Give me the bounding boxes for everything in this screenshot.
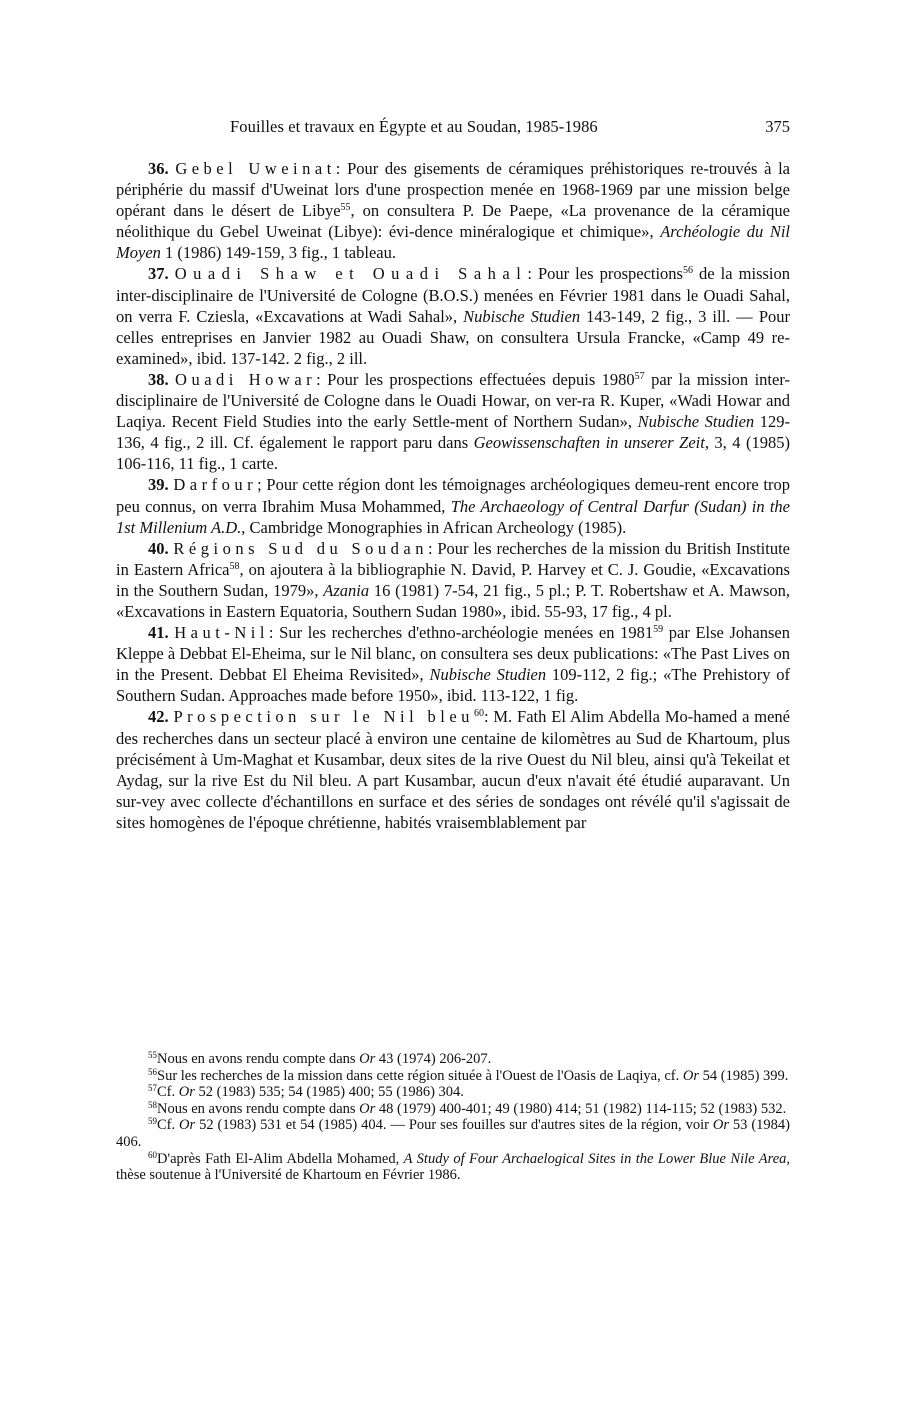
section-heading: Prospection sur le Nil bleu — [173, 707, 474, 727]
footnote: $^{60}$D'après Fath El-Alim Abdella Mohamed, A Study of Four Archaelogical Sites in the Lower Blue Nile Area, thèse soutenue à l'Université de Khartoum en Février 1986. — [116, 1149, 791, 1184]
footnote-number: 57 — [148, 1083, 157, 1094]
footnote-number: 56 — [148, 1066, 157, 1077]
section-number: 39. — [148, 475, 169, 495]
journal-title: Geowissenschaften in unserer Zeit — [473, 433, 705, 453]
section-number: 42. — [148, 707, 169, 727]
section-heading: Régions Sud du Soudan — [173, 538, 429, 558]
section-heading: Darfour — [173, 475, 258, 495]
footnote-ref: 60 — [473, 708, 484, 720]
footnote: $^{59}$Cf. Or 52 (1983) 531 et 54 (1985) 404. — Pour ses fouilles sur d'autres sites de la région, voir Or 53 (1984) 406. — [116, 1116, 790, 1150]
footnote-ref: 56 — [682, 265, 693, 277]
journal-title: Nubische Studien — [429, 665, 547, 685]
section-number: 40. — [148, 538, 169, 558]
section-heading: Ouadi Howar — [175, 369, 317, 389]
section-number: 41. — [148, 623, 169, 643]
section-heading: Haut-Nil — [174, 623, 269, 643]
footnote-ref: 58 — [229, 560, 240, 572]
footnote: $^{56}$Sur les recherches de la mission dans cette région située à l'Ouest de l'Oasis de Laqiya, cf. Or 54 (1985) 399. — [148, 1066, 789, 1084]
footnote-ref: 55 — [340, 202, 351, 214]
book-title: The Archaeology of Central Darfur (Sudan) in the 1st Millenium A.D. — [116, 496, 790, 537]
running-header — [230, 117, 790, 141]
running-title: Fouilles et travaux en Égypte et au Soudan, 1985-1986 — [230, 117, 598, 136]
section-39: 39. Darfour; Pour cette région dont les témoignages archéologiques demeu-rent encore trop peu connus, on verra Ibrahim Musa Mohammed, The Archaeology of Central Darfur (Sudan) in the 1st Millenium A.D., Cambridge Monographies in African Archeology (1985). — [116, 475, 791, 537]
section-number: 36. — [148, 159, 169, 178]
section-41: 41. Haut-Nil: Sur les recherches d'ethno-archéologie menées en 1981$^{59}$ par Else Johansen Kleppe à Debbat El-Eheima, sur le Nil blanc, on consultera ses deux publications: «The Past Lives on in the Present. Debbat El Eheima Revisited», Nubische Studien 109-112, 2 fig.; «The Prehistory of Southern Sudan. Approaches made before 1950», ibid. 113-122, 1 fig. — [116, 623, 790, 706]
section-number: 37. — [148, 264, 169, 284]
journal-title: Nubische Studien — [637, 412, 755, 432]
footnote-ref: 59 — [653, 624, 664, 636]
footnote-number: 59 — [148, 1116, 157, 1127]
journal-title: Archéologie du Nil Moyen — [116, 222, 790, 263]
footnote-number: 58 — [148, 1099, 157, 1110]
page-number: 375 — [765, 117, 790, 136]
section-40: 40. Régions Sud du Soudan: Pour les recherches de la mission du British Institute in Eastern Africa$^{58}$, on ajoutera à la bibliographie N. David, P. Harvey et C. J. Goudie, «Excavations in the Southern Sudan, 1979», Azania 16 (1981) 7-54, 21 fig., 5 pl.; P. T. Robertshaw et A. Mawson, «Excavations in Eastern Equatoria, Southern Sudan 1980», ibid. 55-93, 17 fig., 4 pl. — [116, 538, 790, 621]
section-heading: Gebel Uweinat — [175, 159, 336, 178]
footnote-number: 60 — [148, 1149, 157, 1160]
section-36: 36. Gebel Uweinat: Pour des gisements de céramiques préhistoriques re-trouvés à la périphérie du massif d'Uweinat lors d'une prospection menée en 1968-1969 par une mission belge opérant dans le désert de Libye$^{55}$, on consultera P. De Paepe, «La provenance de la céramique néolithique du Gebel Uweinat (Libye): évi-dence minéralogique et chimique», Archéologie du Nil Moyen 1 (1986) 149-159, 3 fig., 1 tableau. — [116, 159, 791, 263]
footnote-number: 55 — [148, 1050, 157, 1060]
footnote: $^{55}$Nous en avons rendu compte dans Or 43 (1974) 206-207. — [148, 1050, 492, 1067]
footnote: $^{58}$Nous en avons rendu compte dans Or 48 (1979) 400-401; 49 (1980) 414; 51 (1982) 114-115; 52 (1983) 532. — [148, 1099, 787, 1117]
body-text — [116, 158, 790, 833]
footnote: $^{57}$Cf. Or 52 (1983) 535; 54 (1985) 400; 55 (1986) 304. — [148, 1083, 464, 1101]
section-42: 42. Prospection sur le Nil bleu$^{60}$: M. Fath El Alim Abdella Mo-hamed a mené des recherches dans un secteur placé à environ une centaine de kilomètres au Sud de Khartoum, plus précisément à Um-Maghat et Kusambar, deux sites de la rive Ouest du Nil bleu, ainsi qu'à Tekeilat et Aydag, sur la rive Est du Nil bleu. A part Kusambar, aucun d'eux n'avait été étudié auparavant. Un sur-vey avec collecte d'échantillons en surface et des séries de sondages ont révélé qu'il s'agissait de sites homogènes de l'époque chrétienne, habités vraisemblablement par — [116, 707, 790, 832]
section-37: 37. Ouadi Shaw et Ouadi Sahal: Pour les prospections$^{56}$ de la mission inter-disciplinaire de l'Université de Cologne (B.O.S.) menées en Février 1981 dans le Ouadi Sahal, on verra F. Cziesla, «Excavations at Wadi Sahal», Nubische Studien 143-149, 2 fig., 3 ill. — Pour celles entreprises en Janvier 1982 au Ouadi Shaw, on consultera Ursula Francke, «Camp 49 re-examined», ibid. 137-142. 2 fig., 2 ill. — [116, 264, 790, 368]
section-number: 38. — [148, 369, 169, 389]
journal-title: Azania — [323, 580, 370, 600]
section-heading: Ouadi Shaw et Ouadi Sahal — [174, 264, 528, 284]
section-38: 38. Ouadi Howar: Pour les prospections effectuées depuis 1980$^{57}$ par la mission inter-disciplinaire de l'Université de Cologne dans le Ouadi Howar, on ver-ra R. Kuper, «Wadi Howar and Laqiya. Recent Field Studies into the early Settle-ment of Northern Sudan», Nubische Studien 129-136, 4 fig., 2 ill. Cf. également le rapport paru dans Geowissenschaften in unserer Zeit, 3, 4 (1985) 106-116, 11 fig., 1 carte. — [116, 369, 790, 474]
footnote-ref: 57 — [634, 370, 645, 382]
journal-title: Nubische Studien — [463, 306, 581, 326]
footnotes — [116, 1051, 790, 1184]
